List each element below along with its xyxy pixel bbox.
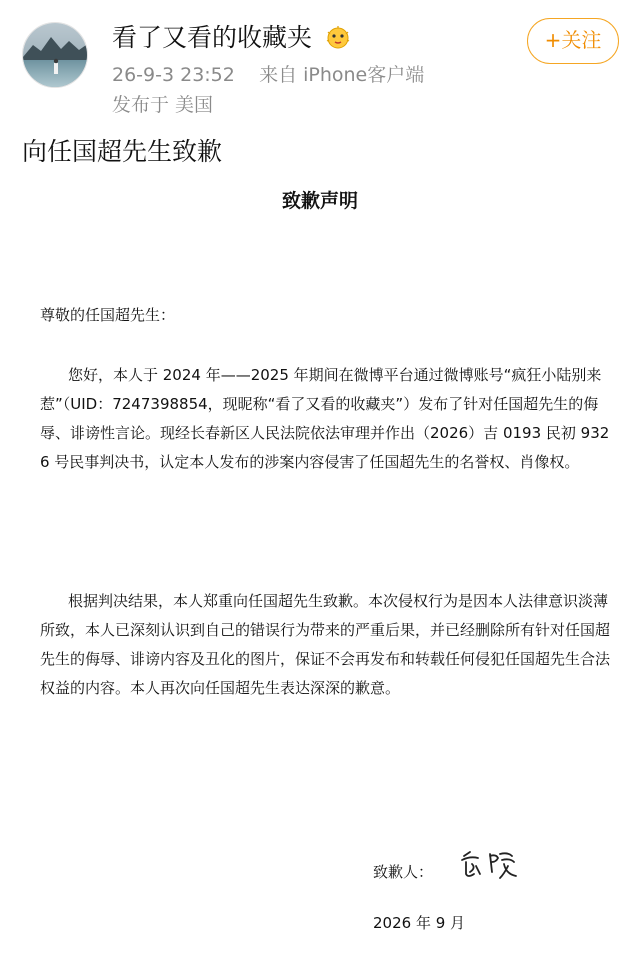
- apology-letter-image: [0, 178, 640, 956]
- letter-paragraph-2: 根据判决结果，本人郑重向任国超先生致歉。本次侵权行为是因本人法律意识淡薄所致，本人已深刻认识到自己的错误行为带来的严重后果，并已经删除所有针对任国超先生的侮辱、诽谤内容及丑化的图片，保证不会再发布和转载任何侵犯任国超先生合法权益的内容。本人再次向任国超先生表达深深的歉意。: [40, 592, 611, 697]
- handwritten-signature: [456, 844, 522, 884]
- apologizer-label: 致歉人：: [373, 863, 434, 881]
- post-header: [0, 0, 640, 166]
- puffer-fish-emoji-icon: [324, 24, 352, 52]
- avatar-landscape-image: [23, 23, 88, 88]
- post-meta: [112, 62, 424, 88]
- avatar[interactable]: [22, 22, 88, 88]
- post-location: 发布于 美国: [112, 94, 214, 116]
- letter-salutation: 尊敬的任国超先生：: [40, 306, 176, 324]
- post-timestamp: 26-9-3 23:52: [112, 64, 235, 86]
- username[interactable]: 看了又看的收藏夹: [112, 23, 313, 52]
- letter-paragraph-1: 您好，本人于 2024 年——2025 年期间在微博平台通过微博账号“疯狂小陆别来惹”（UID：7247398854，现昵称“看了又看的收藏夹”）发布了针对任国超先生的侮辱、诽谤性言论。现经长春新区人民法院依法审理并作出（2026）吉 0193 民初 9326 号民事判决书，认定本人发布的涉案内容侵害了任国超先生的名誉权、肖像权。: [40, 366, 610, 471]
- post-source: 来自 iPhone客户端: [259, 64, 425, 86]
- post-title: 向任国超先生致歉: [22, 137, 223, 166]
- letter-date: 2026 年 9 月: [373, 914, 466, 932]
- letter-heading: 致歉声明: [281, 190, 358, 212]
- follow-button[interactable]: +关注: [527, 18, 619, 64]
